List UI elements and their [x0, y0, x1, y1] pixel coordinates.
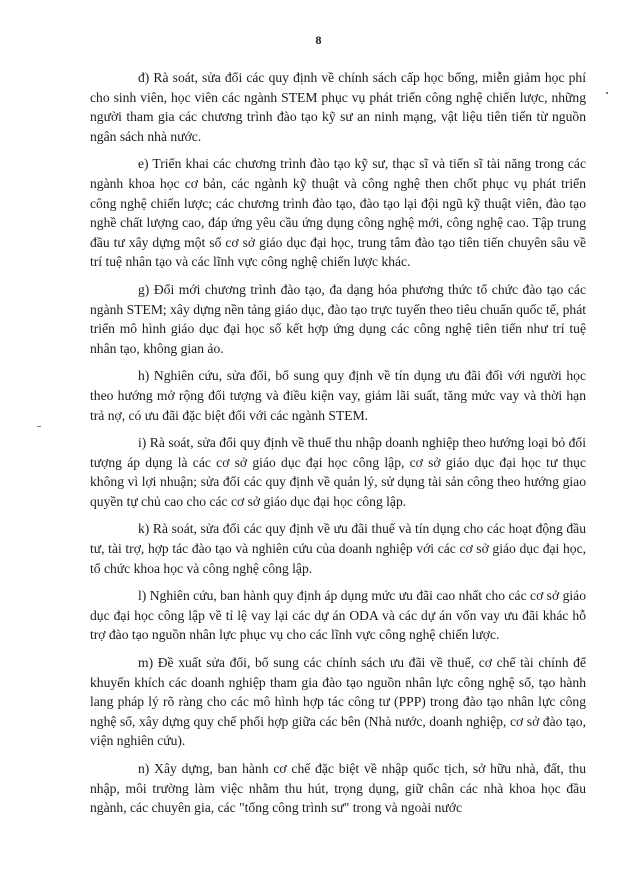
document-body	[90, 68, 586, 826]
paragraph-g: g) Đổi mới chương trình đào tạo, đa dạng hóa phương thức tổ chức đào tạo các ngành STEM; xây dựng nền tảng giáo dục, đào tạo trực tuyến theo tiêu chuẩn quốc tế, phát triển mô hình giáo dục đại học số kết hợp ứng dụng các công nghệ tiên tiến như trí tuệ nhân tạo, không gian ảo.	[90, 281, 586, 356]
scan-speck	[606, 92, 608, 94]
paragraph-n: n) Xây dựng, ban hành cơ chế đặc biệt về nhập quốc tịch, sở hữu nhà, đất, thu nhập, môi trường làm việc nhằm thu hút, trọng dụng, giữ chân các nhà khoa học đầu ngành, các chuyên gia, các "tổng công trình sư" trong và ngoài nước	[90, 761, 586, 816]
paragraph-k: k) Rà soát, sửa đổi các quy định về ưu đãi thuế và tín dụng cho các hoạt động đầu tư, tài trợ, hợp tác đào tạo và nghiên cứu của doanh nghiệp với các cơ sở giáo dục đại học, tổ chức khoa học và công nghệ công lập.	[90, 521, 586, 576]
scan-speck	[37, 426, 41, 427]
paragraph-h: h) Nghiên cứu, sửa đổi, bổ sung quy định về tín dụng ưu đãi đối với người học theo hướng mở rộng đối tượng và điều kiện vay, giảm lãi suất, tăng mức vay và thời hạn trả nợ, có ưu đãi đặc biệt đối với các ngành STEM.	[90, 368, 586, 423]
paragraph-e: e) Triển khai các chương trình đào tạo kỹ sư, thạc sĩ và tiến sĩ tài năng trong các ngành khoa học cơ bản, các ngành kỹ thuật và công nghệ then chốt phục vụ phát triển công nghệ chiến lược; các chương trình đào tạo, đào tạo lại đội ngũ kỹ thuật viên, đào tạo nghề chất lượng cao, đáp ứng yêu cầu ứng dụng công nghệ mới, công nghệ cao. Tập trung đầu tư xây dựng một số cơ sở giáo dục đại học, trung tâm đào tạo tiên tiến chuyên sâu về trí tuệ nhân tạo và các lĩnh vực công nghệ chiến lược khác.	[90, 156, 586, 270]
paragraph-i: i) Rà soát, sửa đổi quy định về thuế thu nhập doanh nghiệp theo hướng loại bỏ đối tượng áp dụng là các cơ sở giáo dục đại học công lập, cơ sở giáo dục đại học tư thục không vì lợi nhuận; sửa đổi các quy định về quản lý, sử dụng tài sản công theo hướng giao quyền tự chủ cao cho các cơ sở giáo dục đại học công lập.	[90, 435, 586, 509]
paragraph-m: m) Đề xuất sửa đổi, bổ sung các chính sách ưu đãi về thuế, cơ chế tài chính để khuyến khích các doanh nghiệp tham gia đào tạo nguồn nhân lực công nghệ số, tạo hành lang pháp lý rõ ràng cho các mô hình hợp tác công tư (PPP) trong đào tạo nhân lực công nghệ số, xây dựng quy chế phối hợp giữa các bên (Nhà nước, doanh nghiệp, cơ sở đào tạo, viện nghiên cứu).	[90, 655, 586, 749]
paragraph-l: l) Nghiên cứu, ban hành quy định áp dụng mức ưu đãi cao nhất cho các cơ sở giáo dục đại học công lập về tỉ lệ vay lại các dự án ODA và các dự án vốn vay ưu đãi khác hỗ trợ đào tạo nguồn nhân lực phục vụ cho các lĩnh vực công nghệ chiến lược.	[90, 588, 586, 643]
page-number: 8	[315, 33, 322, 47]
paragraph-d: đ) Rà soát, sửa đổi các quy định về chính sách cấp học bổng, miễn giảm học phí cho sinh viên, học viên các ngành STEM phục vụ phát triển công nghệ chiến lược, những người tham gia các chương trình đào tạo kỹ sư an ninh mạng, vật liệu tiên tiến từ nguồn ngân sách nhà nước.	[90, 70, 586, 144]
